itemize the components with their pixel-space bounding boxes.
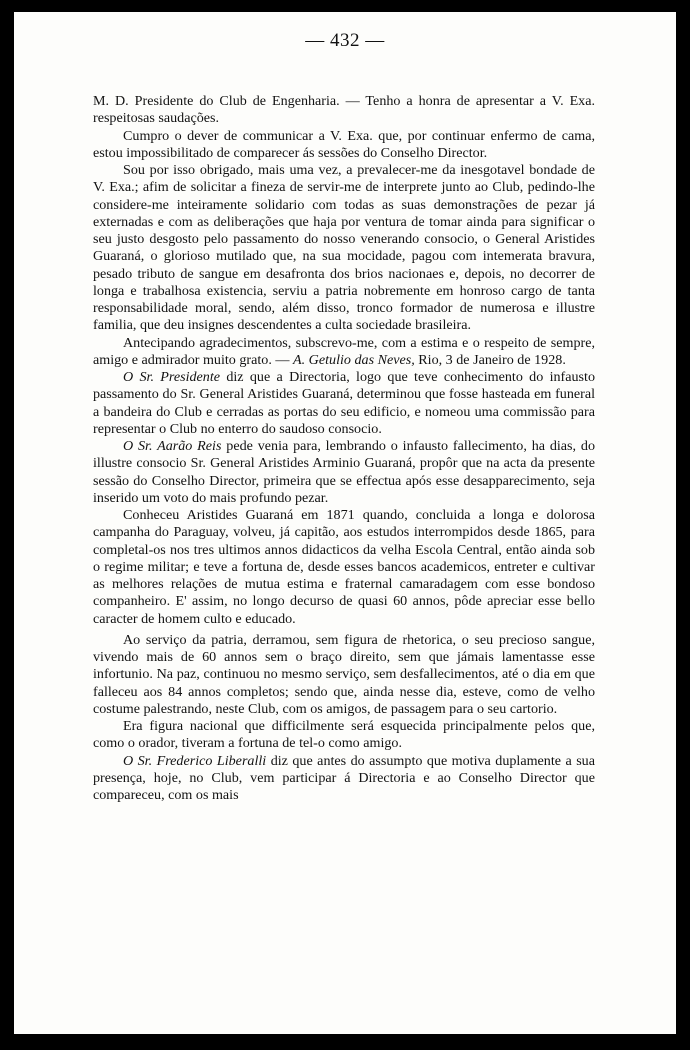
speaker-liberalli: O Sr. Frederico Liberalli <box>123 752 267 769</box>
reis-statement: pede venia para, lembrando o infausto fallecimento, ha dias, do illustre consocio Sr. General Aristides Arminio Guaraná, propôr que na acta da presente sessão do Conselho Director, primeira que se effectua após esse desapparecimento, seja inserido um voto do mais profundo pezar. <box>93 438 595 506</box>
letter-closing: Antecipando agradecimentos, subscrevo-me, com a estima e o respeito de sempre, amigo e admirador muito grato. — <box>93 334 595 368</box>
letter-paragraph-3: Sou por isso obrigado, mais uma vez, a prevalecer-me da inesgotavel bondade de V. Exa.; afim de solicitar a fineza de servir-me de interprete junto ao Club, pedindo-lhe considere-me inteiramente solidario com todas as suas demonstrações de pezar já externadas e com as deliberações que haja por ventura de tomar ainda para significar o seu justo desgosto pelo passamento do nosso venerando consocio, o General Aristides Guaraná, o glorioso mutilado que, na sua mocidade, pagou com intemerata bravura, pesado tributo de sangue em desafronta dos brios nacionaes e, depois, no decorrer de longa e trabalhosa existencia, serviu a patria nobremente em honroso cargo de tanta responsabilidade moral, sendo, além disso, tronco formador de numerosa e illustre familia, que deu insignes descendentes a culta sociedade brasileira. <box>93 162 595 334</box>
page-number: — 432 — <box>305 30 385 51</box>
letter-paragraph-4 <box>93 335 595 370</box>
minutes-paragraph-president <box>93 369 595 438</box>
letter-date: Rio, 3 de Janeiro de 1928. <box>414 351 566 368</box>
liberalli-statement: diz que antes do assumpto que motiva duplamente a sua presença, hoje, no Club, vem participar á Directoria e ao Conselho Director que compareceu, com os mais <box>93 752 595 803</box>
letter-paragraph-1: M. D. Presidente do Club de Engenharia. — Tenho a honra de apresentar a V. Exa. respeitosas saudações. <box>93 93 595 127</box>
body-text <box>93 93 595 804</box>
biography-paragraph-2: Ao serviço da patria, derramou, sem figura de rhetorica, o seu precioso sangue, vivendo mais de 60 annos sem o braço direito, sem que jámais lamentasse esse infortunio. Na paz, continuou no mesmo serviço, sem desfallecimentos, até o dia em que falleceu aos 84 annos completos; sendo que, ainda nesse dia, esteve, como de velho costume palestrando, neste Club, com os amigos, de passagem para o seu cartorio. <box>93 631 595 717</box>
biography-paragraph-1: Conheceu Aristides Guaraná em 1871 quando, concluida a longa e dolorosa campanha do Paraguay, volveu, já capitão, aos estudos interrompidos desde 1865, para completal-os nos tres ultimos annos didacticos da velha Escola Central, então ainda sob o regime militar; e teve a fortuna de, desde esses bancos academicos, entreter e cultivar as melhores relações de mutua estima e fraternal camaradagem com esse bondoso companheiro. E' assim, no longo decurso de quasi 60 annos, pôde apreciar esse bello caracter de homem culto e educado. <box>93 507 595 627</box>
speaker-aarao-reis: O Sr. Aarão Reis <box>123 438 222 454</box>
minutes-paragraph-aarao-reis <box>93 438 595 507</box>
biography-paragraph-3: Era figura nacional que difficilmente será esquecida principalmente pelos que, como o orador, tiveram a fortuna de tel-o como amigo. <box>93 718 595 752</box>
letter-paragraph-2: Cumpro o dever de communicar a V. Exa. que, por continuar enfermo de cama, estou impossibilitado de comparecer ás sessões do Conselho Director. <box>93 127 595 161</box>
signatory-name: A. Getulio das Neves, <box>293 351 415 368</box>
speaker-president: O Sr. Presidente <box>123 369 221 385</box>
president-statement: diz que a Directoria, logo que teve conhecimento do infausto passamento do Sr. General Aristides Guaraná, determinou que fosse hasteada em funeral a bandeira do Club e cerradas as portas do seu edificio, e nomeou uma commissão para representar o Club no enterro do saudoso consocio. <box>93 369 595 437</box>
minutes-paragraph-liberalli <box>93 753 595 805</box>
